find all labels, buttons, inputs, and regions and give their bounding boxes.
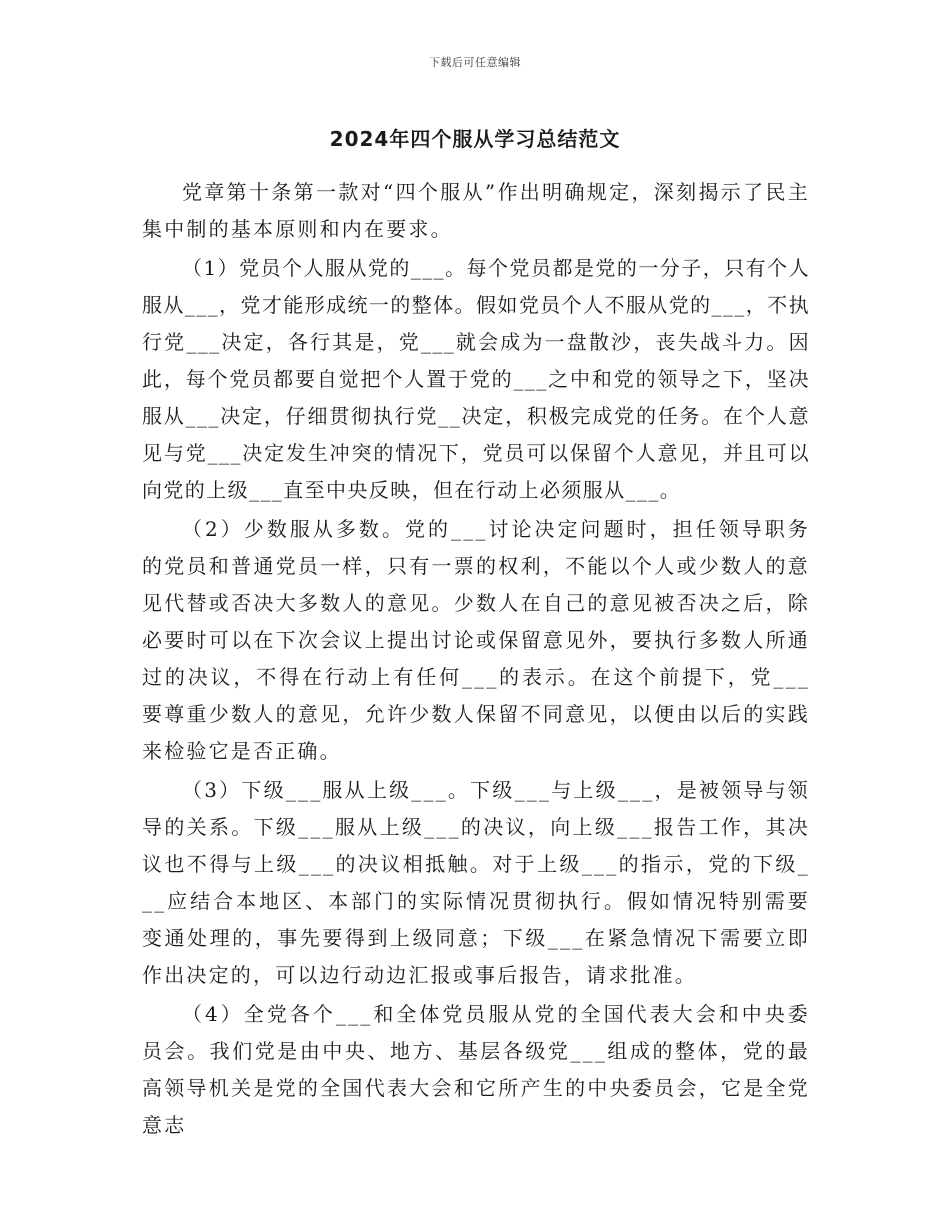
paragraph-intro: 党章第十条第一款对“四个服从”作出明确规定，深刻揭示了民主集中制的基本原则和内在要求。 bbox=[142, 180, 810, 241]
document-title: 2024年四个服从学习总结范文 bbox=[329, 127, 621, 151]
document-body bbox=[142, 174, 810, 1144]
paragraph-item-3: （3）下级___服从上级___。下级___与上级___，是被领导与领导的关系。下级___服从上级___的决议，向上级___报告工作，其决议也不得与上级___的决议相抵触。对于上级___的指示，党的下级___应结合本地区、本部门的实际情况贯彻执行。假如情况特别需要变通处理的，事先要得到上级同意；下级___在紧急情况下需要立即作出决定的，可以边行动边汇报或事后报告，请求批准。 bbox=[142, 778, 810, 987]
paragraph-item-4: （4）全党各个___和全体党员服从党的全国代表大会和中央委员会。我们党是由中央、地方、基层各级党___组成的整体，党的最高领导机关是党的全国代表大会和它所产生的中央委员会，它是全党意志 bbox=[142, 1002, 810, 1137]
paragraph-item-2: （2）少数服从多数。党的___讨论决定问题时，担任领导职务的党员和普通党员一样，只有一票的权利，不能以个人或少数人的意见代替或否决大多数人的意见。少数人在自己的意见被否决之后，除必要时可以在下次会议上提出讨论或保留意见外，要执行多数人所通过的决议，不得在行动上有任何___的表示。在这个前提下，党___要尊重少数人的意见，允许少数人保留不同意见，以便由以后的实践来检验它是否正确。 bbox=[142, 517, 810, 763]
paragraph-item-1: （1）党员个人服从党的___。每个党员都是党的一分子，只有个人服从___，党才能形成统一的整体。假如党员个人不服从党的___，不执行党___决定，各行其是，党___就会成为一盘散沙，丧失战斗力。因此，每个党员都要自觉把个人置于党的___之中和党的领导之下，坚决服从___决定，仔细贯彻执行党__决定，积极完成党的任务。在个人意见与党___决定发生冲突的情况下，党员可以保留个人意见，并且可以向党的上级___直至中央反映，但在行动上必须服从___。 bbox=[142, 256, 810, 502]
page-header-note: 下载后可任意编辑 bbox=[429, 56, 521, 69]
